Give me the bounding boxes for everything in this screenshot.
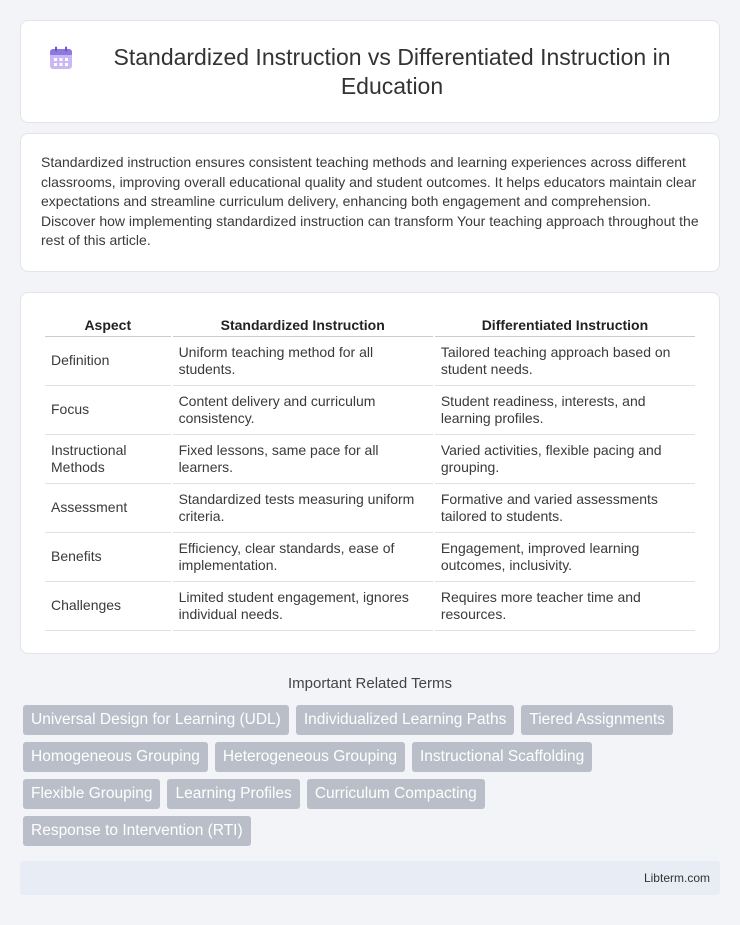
page-title: Standardized Instruction vs Differentiated Instruction in Education: [113, 43, 671, 99]
table-cell: Definition: [45, 337, 171, 386]
header-differentiated: Differentiated Instruction: [435, 315, 695, 337]
tag-udl[interactable]: Universal Design for Learning (UDL): [23, 705, 289, 735]
tag-curriculum-compacting[interactable]: Curriculum Compacting: [307, 779, 485, 809]
table-cell: Engagement, improved learning outcomes, inclusivity.: [435, 533, 695, 582]
tag-individualized-learning-paths[interactable]: Individualized Learning Paths: [296, 705, 515, 735]
related-terms-title: Important Related Terms: [288, 675, 452, 692]
table-cell: Content delivery and curriculum consistency.: [173, 386, 433, 435]
table-row: [45, 582, 695, 631]
tag-rti[interactable]: Response to Intervention (RTI): [23, 816, 251, 846]
intro-card: [20, 133, 720, 272]
comparison-card: [20, 292, 720, 654]
table-row: [45, 435, 695, 484]
table-row: [45, 386, 695, 435]
table-cell: Limited student engagement, ignores individual needs.: [173, 582, 433, 631]
table-header-row: [45, 315, 695, 337]
table-cell: Instructional Methods: [45, 435, 171, 484]
table-row: [45, 533, 695, 582]
tag-heterogeneous-grouping[interactable]: Heterogeneous Grouping: [215, 742, 405, 772]
table-cell: Benefits: [45, 533, 171, 582]
tag-homogeneous-grouping[interactable]: Homogeneous Grouping: [23, 742, 208, 772]
footer-site-link[interactable]: Libterm.com: [643, 871, 710, 885]
header-aspect: Aspect: [45, 315, 171, 337]
title-wrap: [48, 43, 692, 101]
table-cell: Student readiness, interests, and learning profiles.: [435, 386, 695, 435]
table-cell: Formative and varied assessments tailored to students.: [435, 484, 695, 533]
table-cell: Efficiency, clear standards, ease of implementation.: [173, 533, 433, 582]
related-terms-list: [23, 705, 723, 853]
title-card: [20, 20, 720, 123]
table-row: [45, 484, 695, 533]
table-cell: Tailored teaching approach based on student needs.: [435, 337, 695, 386]
calendar-icon: [48, 45, 74, 71]
table-cell: Fixed lessons, same pace for all learners.: [173, 435, 433, 484]
footer: [20, 861, 720, 895]
table-cell: Focus: [45, 386, 171, 435]
tag-learning-profiles[interactable]: Learning Profiles: [167, 779, 299, 809]
tag-instructional-scaffolding[interactable]: Instructional Scaffolding: [412, 742, 592, 772]
table-cell: Standardized tests measuring uniform criteria.: [173, 484, 433, 533]
table-cell: Assessment: [45, 484, 171, 533]
intro-text: Standardized instruction ensures consistent teaching methods and learning experiences across different classrooms, improving overall educational quality and student outcomes. It helps educators maintain clear expectations and streamline curriculum delivery, enhancing both engagement and comprehension. Discover how implementing standardized instruction can transform Your teaching approach throughout the rest of this article.: [41, 154, 699, 249]
table-cell: Varied activities, flexible pacing and grouping.: [435, 435, 695, 484]
tag-flexible-grouping[interactable]: Flexible Grouping: [23, 779, 160, 809]
comparison-table: [43, 315, 697, 631]
table-row: [45, 337, 695, 386]
table-cell: Requires more teacher time and resources.: [435, 582, 695, 631]
table-cell: Uniform teaching method for all students.: [173, 337, 433, 386]
table-cell: Challenges: [45, 582, 171, 631]
tag-tiered-assignments[interactable]: Tiered Assignments: [521, 705, 673, 735]
header-standardized: Standardized Instruction: [173, 315, 433, 337]
